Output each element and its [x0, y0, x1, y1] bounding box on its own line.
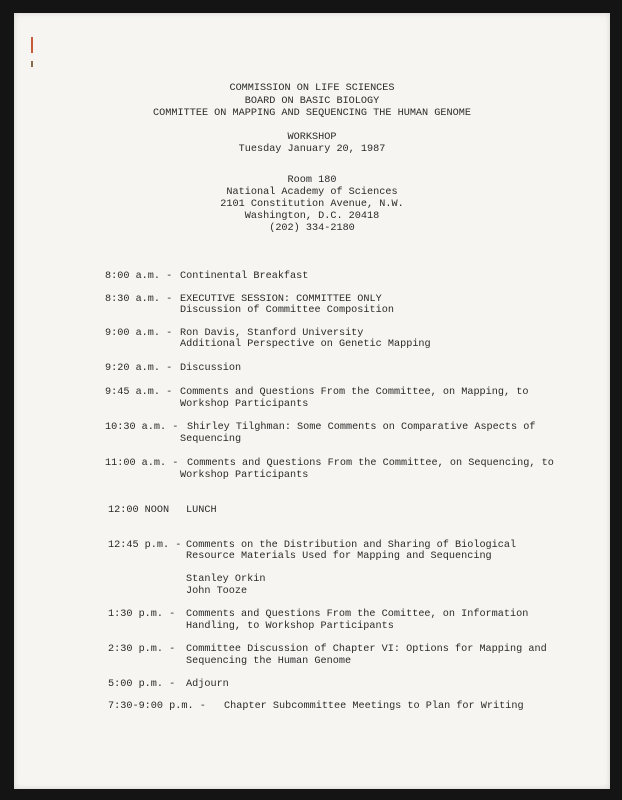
agenda-text: Resource Materials Used for Mapping and Sequencing: [186, 551, 492, 562]
agenda-time: 8:30 a.m. -: [105, 294, 173, 305]
agenda-time: 9:00 a.m. -: [105, 328, 173, 339]
agenda-time: 12:45 p.m. -: [108, 540, 182, 551]
agenda-text: Discussion of Committee Composition: [180, 305, 394, 316]
agenda-text: LUNCH: [186, 505, 217, 516]
header-commission: COMMISSION ON LIFE SCIENCES: [229, 83, 395, 94]
agenda-text: Workshop Participants: [180, 399, 309, 410]
location-room: Room 180: [287, 175, 337, 186]
agenda-time: 11:00 a.m. -: [105, 458, 179, 469]
agenda-time: 1:30 p.m. -: [108, 609, 176, 620]
agenda-text: EXECUTIVE SESSION: COMMITTEE ONLY: [180, 294, 382, 305]
event-title: WORKSHOP: [287, 132, 337, 143]
agenda-text: Shirley Tilghman: Some Comments on Comparative Aspects of: [187, 422, 536, 433]
header-committee: COMMITTEE ON MAPPING AND SEQUENCING THE HUMAN GENOME: [153, 108, 471, 119]
location-city: Washington, D.C. 20418: [244, 211, 380, 222]
header-board: BOARD ON BASIC BIOLOGY: [244, 96, 380, 107]
agenda-time: 2:30 p.m. -: [108, 644, 176, 655]
agenda-time: 7:30-9:00 p.m. -: [108, 701, 206, 712]
agenda-text: Adjourn: [186, 679, 229, 690]
agenda-time: 5:00 p.m. -: [108, 679, 176, 690]
agenda-time: 10:30 a.m. -: [105, 422, 179, 433]
paper-mark: [31, 61, 33, 67]
agenda-text: Comments and Questions From the Committee, on Mapping, to: [180, 387, 529, 398]
location-phone: (202) 334-2180: [269, 223, 355, 234]
agenda-text: Sequencing: [180, 434, 242, 445]
agenda-text: Discussion: [180, 363, 242, 374]
paper-mark: [31, 37, 33, 53]
agenda-text: Additional Perspective on Genetic Mapping: [180, 339, 431, 350]
location-org: National Academy of Sciences: [226, 187, 398, 198]
agenda-text: Continental Breakfast: [180, 271, 309, 282]
agenda-text: Sequencing the Human Genome: [186, 656, 352, 667]
agenda-time: 9:20 a.m. -: [105, 363, 173, 374]
agenda-text: Comments and Questions From the Comittee, on Information: [186, 609, 529, 620]
agenda-text: Chapter Subcommittee Meetings to Plan for Writing: [224, 701, 524, 712]
agenda-time: 9:45 a.m. -: [105, 387, 173, 398]
event-date: Tuesday January 20, 1987: [238, 144, 386, 155]
agenda-time: 12:00 NOON: [108, 505, 170, 516]
agenda-text: John Tooze: [186, 586, 248, 597]
document-page: [14, 13, 610, 789]
location-street: 2101 Constitution Avenue, N.W.: [220, 199, 404, 210]
agenda-text: Comments on the Distribution and Sharing of Biological: [186, 540, 517, 551]
agenda-text: Handling, to Workshop Participants: [186, 621, 394, 632]
agenda-time: 8:00 a.m. -: [105, 271, 173, 282]
agenda-text: Ron Davis, Stanford University: [180, 328, 364, 339]
agenda-text: Stanley Orkin: [186, 574, 266, 585]
agenda-text: Comments and Questions From the Committee, on Sequencing, to: [187, 458, 554, 469]
agenda-text: Workshop Participants: [180, 470, 309, 481]
agenda-text: Committee Discussion of Chapter VI: Options for Mapping and: [186, 644, 547, 655]
